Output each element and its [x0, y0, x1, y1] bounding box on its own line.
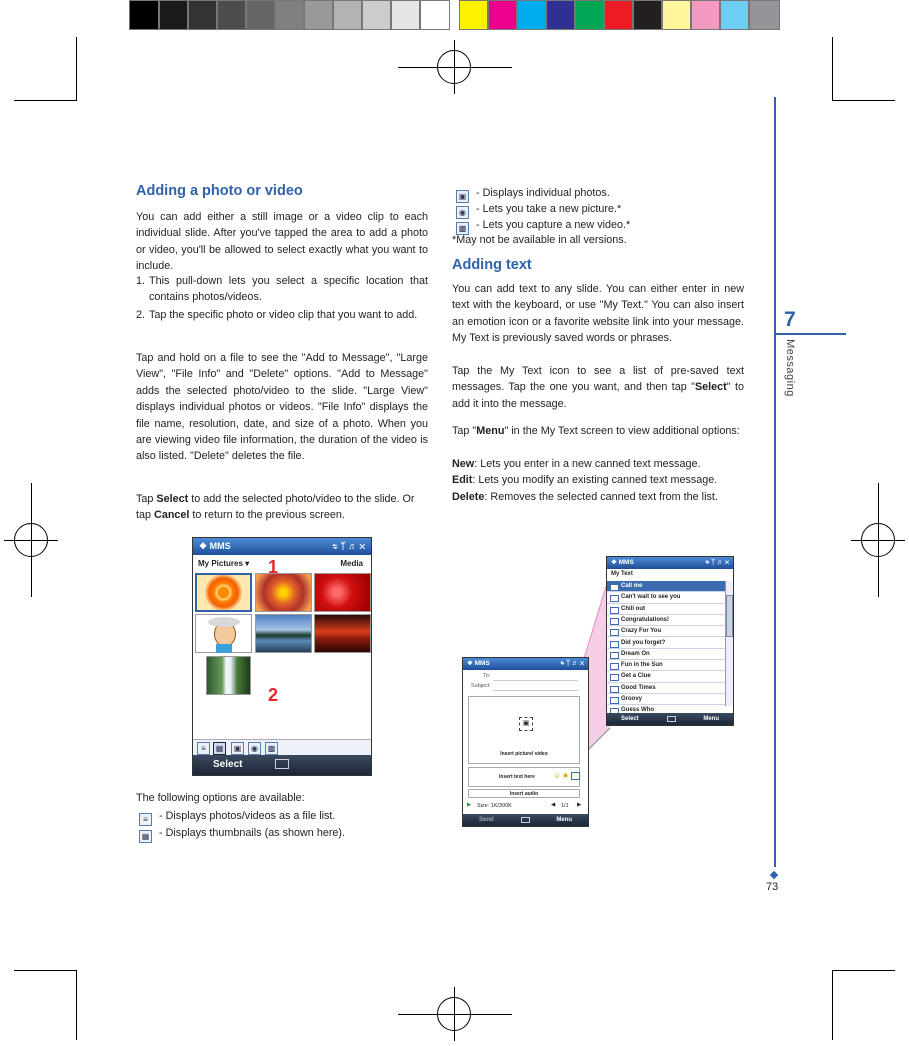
- subject-label: Subject:: [471, 683, 491, 689]
- chapter-title: Messaging: [784, 339, 796, 397]
- insert-picture-icon: ▣: [519, 717, 533, 731]
- text: " in the My Text screen to view additional options:: [504, 425, 740, 437]
- list-item[interactable]: Dream On: [607, 649, 725, 660]
- video-camera-icon: ▩: [456, 222, 469, 235]
- scroll-thumb[interactable]: [726, 595, 733, 637]
- definition-row: [452, 457, 700, 471]
- step-text: This pull-down lets you select a specific location that contains photos/videos.: [149, 275, 428, 304]
- picture-area[interactable]: [468, 696, 580, 764]
- list-item[interactable]: Good Times: [607, 683, 725, 694]
- media-label: Media: [340, 559, 363, 568]
- my-text-icon[interactable]: [571, 772, 580, 780]
- camera-icon: ◉: [248, 742, 261, 755]
- icon-text: - Displays individual photos.: [473, 187, 610, 199]
- definition-row: [452, 473, 717, 487]
- play-icon[interactable]: ▶: [467, 802, 472, 808]
- status-icons: ⇆ ᛉ ♬ ✕: [705, 559, 729, 566]
- start-icon: ❖: [611, 559, 617, 566]
- adding-text-paragraph: You can add text to any slide. You can either enter in new text with the keyboard, or use "My Text." You can also insert an emotion icon or a favorite website link into your message. My Text is previously saved words or phrases.: [452, 283, 744, 345]
- text-area[interactable]: [468, 767, 580, 787]
- availability-note: *May not be available in all versions.: [452, 234, 627, 246]
- swatch: [275, 0, 304, 30]
- photo-view-icon: ▣: [456, 190, 469, 203]
- my-text-paragraph: [452, 363, 744, 412]
- callout-2: 2: [268, 685, 279, 705]
- menu-term: Menu: [476, 425, 505, 437]
- text: Tap ": [452, 425, 477, 437]
- swatch: [720, 0, 749, 30]
- to-field[interactable]: [493, 672, 578, 681]
- scrollbar[interactable]: [725, 581, 733, 706]
- option-text: - Displays thumbnails (as shown here).: [156, 827, 346, 839]
- video-camera-icon: ▩: [265, 742, 278, 755]
- chapter-number: 7: [784, 308, 796, 331]
- swatch: [420, 0, 450, 30]
- menu-paragraph: [452, 423, 744, 439]
- swatch: [188, 0, 217, 30]
- title: MMS: [618, 559, 634, 566]
- swatch: [604, 0, 633, 30]
- title: MMS: [474, 660, 490, 667]
- term: New: [452, 458, 475, 470]
- thumbnail-cartoon: [195, 614, 252, 653]
- slide-page: 1/1: [561, 803, 569, 809]
- icon-row: [456, 186, 610, 203]
- sidebar-rule: [774, 97, 776, 867]
- thumbnail-lake: [255, 614, 312, 653]
- page-number: 73: [766, 881, 779, 893]
- insert-picture-label: Insert picture/ video: [500, 751, 548, 757]
- swatch: [662, 0, 691, 30]
- screenshot-my-text: [606, 556, 734, 726]
- menu-softkey[interactable]: Menu: [556, 817, 572, 823]
- swatch: [159, 0, 188, 30]
- title-bar: [463, 658, 588, 670]
- swatch: [129, 0, 159, 30]
- tap-select-paragraph: [136, 491, 432, 524]
- option-row: [139, 809, 335, 826]
- menu-softkey[interactable]: Menu: [703, 716, 719, 722]
- term: Delete: [452, 491, 485, 503]
- favorite-icon[interactable]: ★: [562, 771, 570, 780]
- swatch: [333, 0, 362, 30]
- select-softkey[interactable]: Select: [621, 716, 639, 722]
- list-item[interactable]: Chill out: [607, 604, 725, 615]
- insert-audio-label: Insert audio: [509, 791, 539, 797]
- text: to return to the previous screen.: [189, 509, 345, 522]
- thumbnail-orange-target: [195, 573, 252, 612]
- folder-dropdown: My Pictures ▾: [198, 559, 250, 568]
- keyboard-icon: [275, 759, 289, 769]
- swatch: [691, 0, 720, 30]
- swatch: [304, 0, 333, 30]
- list-item[interactable]: Crazy For You: [607, 626, 725, 637]
- camera-icon: ◉: [456, 206, 469, 219]
- step-text: Tap the specific photo or video clip that you want to add.: [149, 309, 418, 321]
- list-item[interactable]: Guess Who: [607, 705, 725, 716]
- list-view-icon: ≡: [139, 813, 152, 826]
- status-icons: ⇆ ᛉ ♬ ✕: [332, 541, 365, 551]
- intro-paragraph: You can add either a still image or a video clip to each individual slide. After you've tapped the area to add a photo or video, you'll be allowed to select exactly what you want to include.: [136, 211, 428, 273]
- photo-view-icon: ▣: [231, 742, 244, 755]
- swatch: [246, 0, 275, 30]
- list-item[interactable]: Congratulations!: [607, 615, 725, 626]
- option-text: - Displays photos/videos as a file list.: [156, 810, 336, 822]
- step-number: 1.: [136, 275, 146, 287]
- next-slide-icon[interactable]: ▶: [577, 802, 582, 808]
- title: MMS: [209, 541, 231, 551]
- keyboard-icon: [521, 817, 530, 823]
- list-item[interactable]: Call me: [607, 581, 725, 592]
- subject-field[interactable]: [493, 682, 578, 691]
- text: Tap the My Text icon to see a list of pre-saved text messages. Tap the one you want, and then tap ": [452, 365, 744, 394]
- status-icons: ⇆ ᛉ ♬ ✕: [560, 660, 584, 667]
- step-number: 2.: [136, 309, 146, 321]
- swatch: [488, 0, 517, 30]
- swatch: [575, 0, 604, 30]
- softkey-bar: [607, 713, 733, 725]
- thumbnail-waterfall: [206, 656, 251, 695]
- text: " to add it into the message.: [452, 381, 744, 410]
- size-label: Size: 1K/300K: [477, 803, 512, 809]
- heading-adding-text: Adding text: [452, 257, 532, 273]
- emoticon-icon[interactable]: ☺: [553, 771, 562, 780]
- list-item[interactable]: Groovy: [607, 694, 725, 705]
- cancel-term: Cancel: [154, 509, 190, 522]
- icon-text: - Lets you capture a new video.*: [473, 219, 631, 231]
- swatch: [217, 0, 246, 30]
- icon-text: - Lets you take a new picture.*: [473, 203, 622, 215]
- hold-paragraph: Tap and hold on a file to see the "Add to Message", "Large View", "File Info" and "Delete" options. "Add to Message" adds the selected photo/video to the slide. "Large View" displays individual photos or videos. "File Info" displays the file name, resolution, date, and size of a photo. When you are viewing video file information, the duration of the video is also listed. "Delete" deletes the file.: [136, 352, 428, 463]
- my-text-header: My Text: [611, 571, 633, 577]
- screenshot-mms-compose: [462, 657, 589, 827]
- title-bar: [193, 538, 371, 555]
- swatch: [749, 0, 780, 30]
- list-item[interactable]: Can't wait to see you: [607, 592, 725, 603]
- audio-area[interactable]: [468, 789, 580, 798]
- swatch: [459, 0, 488, 30]
- my-text-list: [607, 581, 733, 714]
- softkey-bar: [463, 814, 588, 826]
- thumbnail-red-hearts: [314, 573, 371, 612]
- prev-slide-icon[interactable]: ◀: [551, 802, 556, 808]
- option-row: [139, 826, 345, 843]
- select-softkey[interactable]: Select: [213, 759, 243, 770]
- select-term: Select: [156, 493, 189, 505]
- swatch: [391, 0, 420, 30]
- swatch: [633, 0, 662, 30]
- list-item[interactable]: Get a Clue: [607, 671, 725, 682]
- screenshot-my-pictures: [192, 537, 372, 776]
- page-diamond-icon: [770, 871, 778, 879]
- start-icon: ❖: [199, 541, 208, 551]
- thumbnail-sunset: [314, 614, 371, 653]
- definition-row: [452, 490, 718, 504]
- swatch: [546, 0, 575, 30]
- status-row: [463, 802, 588, 812]
- thumbnail-view-icon: ▦: [213, 742, 226, 755]
- swatch: [517, 0, 546, 30]
- definition: : Lets you modify an existing canned text message.: [472, 474, 718, 486]
- title-bar: [607, 557, 733, 569]
- list-item[interactable]: Did you forget?: [607, 638, 725, 649]
- list-view-icon: ≡: [197, 742, 210, 755]
- heading-adding-photo: Adding a photo or video: [136, 183, 303, 199]
- options-intro: The following options are available:: [136, 792, 305, 804]
- send-softkey[interactable]: Send: [479, 817, 494, 823]
- icon-row: [456, 202, 621, 219]
- list-item[interactable]: Fun in the Sun: [607, 660, 725, 671]
- swatch: [362, 0, 391, 30]
- start-icon: ❖: [467, 660, 473, 667]
- thumbnail-flower: [255, 573, 312, 612]
- callout-1: 1: [268, 557, 279, 577]
- keyboard-icon: [667, 716, 676, 722]
- select-term: Select: [694, 381, 727, 394]
- definition: : Removes the selected canned text from the list.: [484, 491, 718, 503]
- insert-text-label: Insert text here: [499, 774, 535, 780]
- term: Edit: [452, 474, 473, 486]
- softkey-bar: [193, 755, 371, 775]
- text: to add the selected photo/video to the slide. Or tap: [136, 493, 415, 522]
- to-label: To:: [483, 673, 491, 679]
- definition: : Lets you enter in a new canned text message.: [474, 458, 701, 470]
- thumbnail-view-icon: ▦: [139, 830, 152, 843]
- text: Tap: [136, 493, 157, 505]
